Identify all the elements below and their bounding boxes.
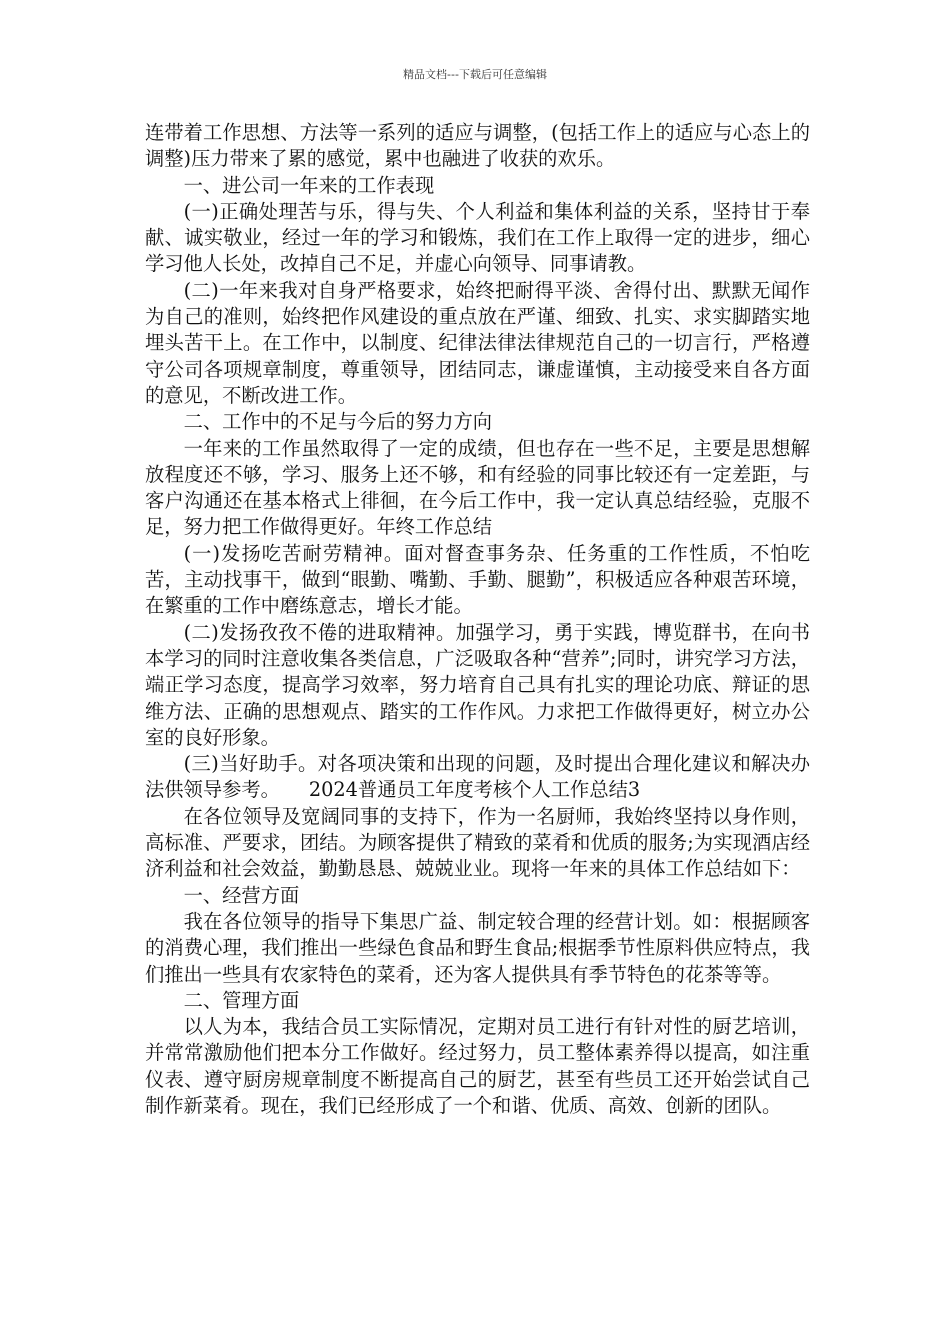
paragraph-operations: 我在各位领导的指导下集思广益、制定较合理的经营计划。如：根据顾客的消费心理，我们推出一些绿色食品和野生食品;根据季节性原料供应特点，我们推出一些具有农家特色的菜肴，还为客人提供具有季节特色的花茶等等。 (145, 909, 810, 986)
paragraph-chef-intro: 在各位领导及宽阔同事的支持下，作为一名厨师，我始终坚持以身作则，高标准、严要求，团结。为顾客提供了精致的菜肴和优质的服务;为实现酒店经济利益和社会效益，勤勤恳恳、兢兢业业。现将一年来的具体工作总结如下： (145, 804, 810, 881)
paragraph-management: 以人为本，我结合员工实际情况，定期对员工进行有针对性的厨艺培训，并常常激励他们把本分工作做好。经过努力，员工整体素养得以提高，如注重仪表、遵守厨房规章制度不断提高自己的厨艺，甚至有些员工还开始尝试自己制作新菜肴。现在，我们已经形成了一个和谐、优质、高效、创新的团队。 (145, 1015, 810, 1117)
section-heading-management: 二、管理方面 (183, 988, 300, 1012)
section-heading-work-performance: 一、进公司一年来的工作表现 (183, 173, 435, 197)
page-header: 精品文档---下载后可任意编辑 (403, 68, 547, 81)
document-body (145, 120, 810, 1119)
paragraph-hardworking: (一)发扬吃苦耐劳精神。面对督查事务杂、任务重的工作性质，不怕吃苦，主动找事干，做到“眼勤、嘴勤、手勤、腿勤”，积极适应各种艰苦环境，在繁重的工作中磨练意志，增长才能。 (145, 541, 810, 618)
section-heading-operations: 一、经营方面 (183, 883, 300, 907)
paragraph-learning: (二)发扬孜孜不倦的进取精神。加强学习，勇于实践，博览群书，在向书本学习的同时注意收集各类信息，广泛吸取各种“营养”;同时，讲究学习方法，端正学习态度，提高学习效率，努力培育自己具有扎实的理论功底、辩证的思维方法、正确的思想观点、踏实的工作作风。力求把工作做得更好，树立办公室的良好形象。 (145, 620, 810, 749)
section-heading-shortcomings: 二、工作中的不足与今后的努力方向 (183, 410, 493, 434)
paragraph-item-2: (二)一年来我对自身严格要求，始终把耐得平淡、舍得付出、默默无闻作为自己的准则，始终把作风建设的重点放在严谨、细致、扎实、求实脚踏实地埋头苦干上。在工作中，以制度、纪律法律法律规范自己的一切言行，严格遵守公司各项规章制度，尊重领导，团结同志，谦虚谨慎，主动接受来自各方面的意见，不断改进工作。 (145, 278, 810, 407)
paragraph-shortcomings: 一年来的工作虽然取得了一定的成绩，但也存在一些不足，主要是思想解放程度还不够，学习、服务上还不够，和有经验的同事比较还有一定差距，与客户沟通还在基本格式上徘徊，在今后工作中，我一定认真总结经验，克服不足，努力把工作做得更好。年终工作总结 (145, 436, 810, 539)
paragraph-item-1: (一)正确处理苦与乐，得与失、个人利益和集体利益的关系，坚持甘于奉献、诚实敬业，经过一年的学习和锻炼，我们在工作上取得一定的进步，细心学习他人长处，改掉自己不足，并虚心向领导、同事请教。 (145, 199, 810, 276)
paragraph-assistant: (三)当好助手。对各项决策和出现的问题，及时提出合理化建议和解决办法供领导参考。 2024普通员工年度考核个人工作总结3 (145, 752, 810, 802)
paragraph-continuation: 连带着工作思想、方法等一系列的适应与调整，(包括工作上的适应与心态上的调整)压力带来了累的感觉，累中也融进了收获的欢乐。 (145, 121, 810, 171)
